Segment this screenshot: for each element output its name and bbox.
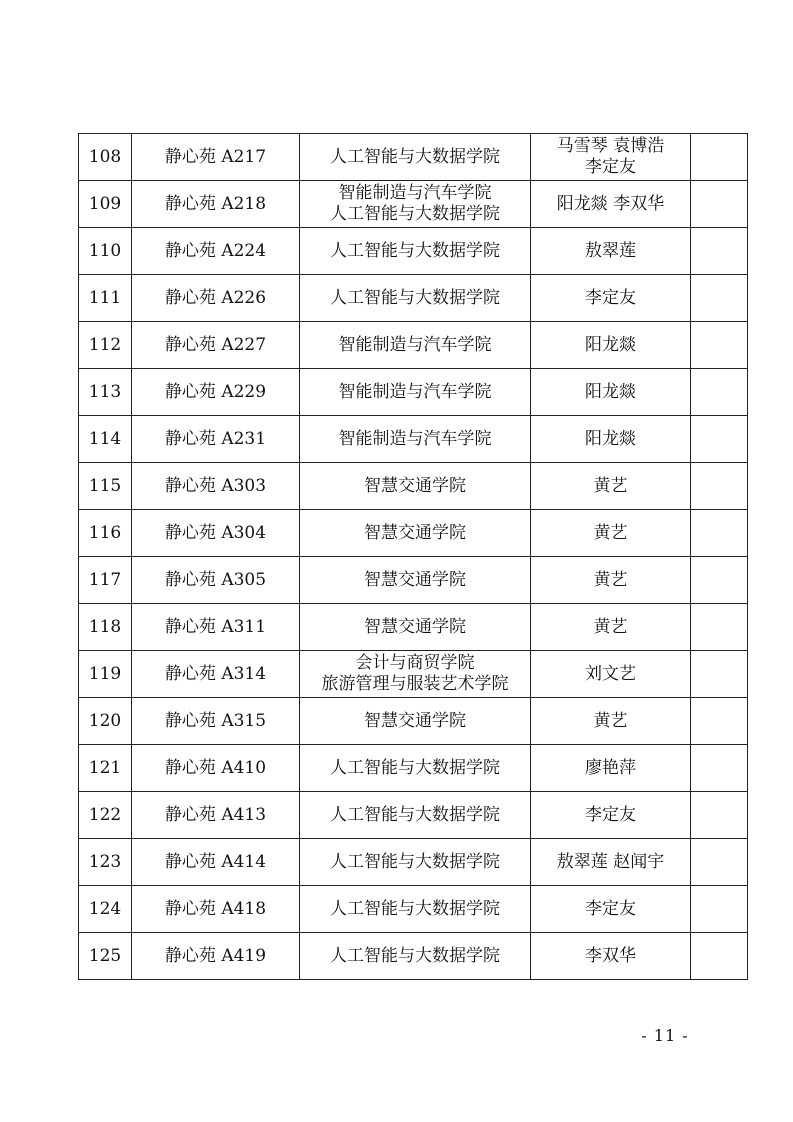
dormitory-assignment-table <box>78 133 748 980</box>
college-cell-line: 人工智能与大数据学院 <box>330 804 500 825</box>
note-cell <box>691 651 748 698</box>
row-number-cell: 116 <box>79 510 132 557</box>
person-cell <box>531 369 691 416</box>
room-cell: 静心苑 A410 <box>132 745 300 792</box>
college-cell <box>300 181 531 228</box>
note-cell <box>691 886 748 933</box>
person-cell <box>531 651 691 698</box>
person-cell <box>531 181 691 228</box>
table-row <box>79 604 748 651</box>
person-cell-line: 李定友 <box>585 157 636 177</box>
note-cell <box>691 463 748 510</box>
person-cell-line: 阳龙燚 <box>585 381 636 402</box>
row-number-cell: 123 <box>79 839 132 886</box>
note-cell <box>691 792 748 839</box>
room-cell: 静心苑 A414 <box>132 839 300 886</box>
row-number-cell: 109 <box>79 181 132 228</box>
note-cell <box>691 745 748 792</box>
person-cell <box>531 792 691 839</box>
row-number-cell: 113 <box>79 369 132 416</box>
room-cell: 静心苑 A413 <box>132 792 300 839</box>
room-cell: 静心苑 A229 <box>132 369 300 416</box>
college-cell-line: 智能制造与汽车学院 <box>338 334 492 355</box>
college-cell-line: 智慧交通学院 <box>364 616 466 637</box>
row-number-cell: 121 <box>79 745 132 792</box>
note-cell <box>691 275 748 322</box>
note-cell <box>691 134 748 181</box>
note-cell <box>691 369 748 416</box>
college-cell-line: 人工智能与大数据学院 <box>330 146 500 167</box>
college-cell-line: 智慧交通学院 <box>364 569 466 590</box>
person-cell-line: 黄艺 <box>593 710 628 731</box>
table-row <box>79 275 748 322</box>
person-cell <box>531 416 691 463</box>
college-cell-line: 智能制造与汽车学院 <box>338 183 492 203</box>
college-cell <box>300 416 531 463</box>
room-cell: 静心苑 A231 <box>132 416 300 463</box>
college-cell <box>300 651 531 698</box>
person-cell-line: 黄艺 <box>593 569 628 590</box>
person-cell-line: 刘文艺 <box>585 663 636 684</box>
note-cell <box>691 228 748 275</box>
college-cell <box>300 322 531 369</box>
note-cell <box>691 416 748 463</box>
room-cell: 静心苑 A418 <box>132 886 300 933</box>
college-cell-line: 智慧交通学院 <box>364 475 466 496</box>
person-cell-line: 李双华 <box>585 945 636 966</box>
page-number: - 11 - <box>641 1026 689 1045</box>
person-cell-line: 敖翠莲 赵闻宇 <box>556 851 665 872</box>
table-row <box>79 369 748 416</box>
table-row <box>79 463 748 510</box>
note-cell <box>691 510 748 557</box>
room-cell: 静心苑 A218 <box>132 181 300 228</box>
row-number-cell: 110 <box>79 228 132 275</box>
college-cell <box>300 228 531 275</box>
table-row <box>79 134 748 181</box>
person-cell-line: 马雪琴 袁博浩 <box>556 136 665 156</box>
person-cell-line: 阳龙燚 <box>585 428 636 449</box>
note-cell <box>691 933 748 980</box>
person-cell-line: 李定友 <box>585 898 636 919</box>
person-cell-line: 黄艺 <box>593 522 628 543</box>
room-cell: 静心苑 A315 <box>132 698 300 745</box>
college-cell <box>300 275 531 322</box>
room-cell: 静心苑 A227 <box>132 322 300 369</box>
person-cell <box>531 275 691 322</box>
college-cell-line: 人工智能与大数据学院 <box>330 204 500 224</box>
room-cell: 静心苑 A226 <box>132 275 300 322</box>
person-cell <box>531 134 691 181</box>
table-row <box>79 698 748 745</box>
table-row <box>79 886 748 933</box>
table-row <box>79 651 748 698</box>
note-cell <box>691 698 748 745</box>
person-cell-line: 李定友 <box>585 287 636 308</box>
college-cell-line: 人工智能与大数据学院 <box>330 240 500 261</box>
room-cell: 静心苑 A305 <box>132 557 300 604</box>
college-cell <box>300 745 531 792</box>
table-row <box>79 745 748 792</box>
row-number-cell: 120 <box>79 698 132 745</box>
table-row <box>79 933 748 980</box>
college-cell-line: 人工智能与大数据学院 <box>330 898 500 919</box>
note-cell <box>691 839 748 886</box>
table-row <box>79 181 748 228</box>
college-cell-line: 智能制造与汽车学院 <box>338 428 492 449</box>
person-cell <box>531 839 691 886</box>
person-cell-line: 黄艺 <box>593 616 628 637</box>
person-cell <box>531 698 691 745</box>
person-cell <box>531 745 691 792</box>
room-cell: 静心苑 A303 <box>132 463 300 510</box>
person-cell-line: 阳龙燚 李双华 <box>556 193 665 214</box>
college-cell-line: 会计与商贸学院 <box>355 653 475 673</box>
table-row <box>79 557 748 604</box>
table-row <box>79 792 748 839</box>
person-cell <box>531 933 691 980</box>
college-cell-line: 人工智能与大数据学院 <box>330 287 500 308</box>
person-cell-line: 李定友 <box>585 804 636 825</box>
college-cell <box>300 134 531 181</box>
college-cell-line: 智慧交通学院 <box>364 710 466 731</box>
college-cell <box>300 557 531 604</box>
table-row <box>79 839 748 886</box>
college-cell-line: 智能制造与汽车学院 <box>338 381 492 402</box>
college-cell <box>300 369 531 416</box>
row-number-cell: 125 <box>79 933 132 980</box>
person-cell-line: 廖艳萍 <box>585 757 636 778</box>
row-number-cell: 122 <box>79 792 132 839</box>
row-number-cell: 115 <box>79 463 132 510</box>
college-cell <box>300 604 531 651</box>
college-cell-line: 人工智能与大数据学院 <box>330 945 500 966</box>
person-cell <box>531 510 691 557</box>
table-row <box>79 510 748 557</box>
person-cell-line: 阳龙燚 <box>585 334 636 355</box>
college-cell <box>300 463 531 510</box>
college-cell-line: 旅游管理与服装艺术学院 <box>321 674 509 694</box>
person-cell-line: 黄艺 <box>593 475 628 496</box>
person-cell <box>531 557 691 604</box>
college-cell <box>300 933 531 980</box>
table-body <box>79 134 748 980</box>
college-cell-line: 人工智能与大数据学院 <box>330 757 500 778</box>
row-number-cell: 119 <box>79 651 132 698</box>
person-cell <box>531 604 691 651</box>
note-cell <box>691 604 748 651</box>
person-cell <box>531 322 691 369</box>
row-number-cell: 108 <box>79 134 132 181</box>
person-cell <box>531 463 691 510</box>
room-cell: 静心苑 A304 <box>132 510 300 557</box>
college-cell-line: 智慧交通学院 <box>364 522 466 543</box>
college-cell-line: 人工智能与大数据学院 <box>330 851 500 872</box>
note-cell <box>691 181 748 228</box>
table-row <box>79 416 748 463</box>
person-cell <box>531 228 691 275</box>
row-number-cell: 124 <box>79 886 132 933</box>
room-cell: 静心苑 A419 <box>132 933 300 980</box>
room-cell: 静心苑 A314 <box>132 651 300 698</box>
table-row <box>79 322 748 369</box>
row-number-cell: 112 <box>79 322 132 369</box>
college-cell <box>300 886 531 933</box>
person-cell <box>531 886 691 933</box>
row-number-cell: 117 <box>79 557 132 604</box>
college-cell <box>300 839 531 886</box>
row-number-cell: 118 <box>79 604 132 651</box>
room-cell: 静心苑 A311 <box>132 604 300 651</box>
note-cell <box>691 557 748 604</box>
room-cell: 静心苑 A217 <box>132 134 300 181</box>
row-number-cell: 111 <box>79 275 132 322</box>
table-row <box>79 228 748 275</box>
college-cell <box>300 698 531 745</box>
college-cell <box>300 510 531 557</box>
person-cell-line: 敖翠莲 <box>585 240 636 261</box>
room-cell: 静心苑 A224 <box>132 228 300 275</box>
note-cell <box>691 322 748 369</box>
college-cell <box>300 792 531 839</box>
row-number-cell: 114 <box>79 416 132 463</box>
